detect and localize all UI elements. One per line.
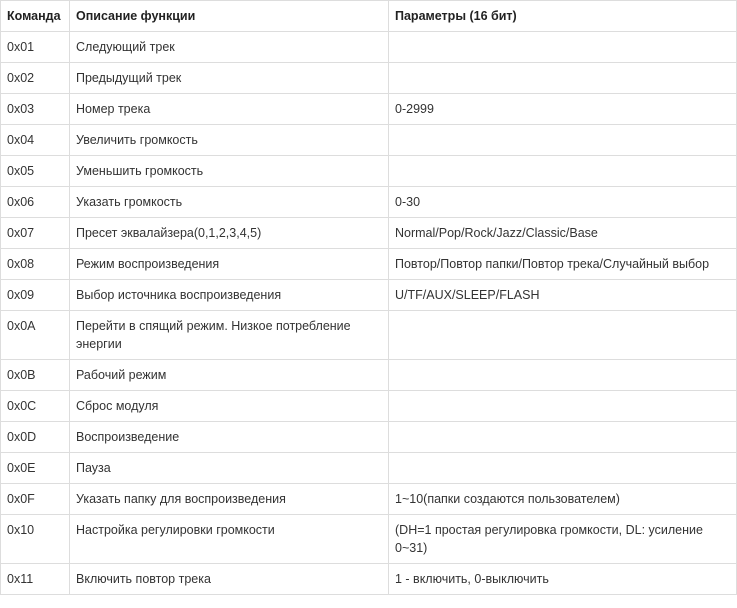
params-cell: U/TF/AUX/SLEEP/FLASH (389, 280, 737, 311)
params-cell: 0-30 (389, 187, 737, 218)
table-row (1, 63, 737, 94)
description-cell: Уменьшить громкость (70, 156, 389, 187)
command-code-cell: 0x0C (1, 391, 70, 422)
params-cell (389, 63, 737, 94)
params-cell: (DH=1 простая регулировка громкости, DL: усиление 0~31) (389, 515, 737, 564)
description-cell: Увеличить громкость (70, 125, 389, 156)
command-code-cell: 0x10 (1, 515, 70, 564)
description-cell: Рабочий режим (70, 360, 389, 391)
params-cell: 1 - включить, 0-выключить (389, 564, 737, 595)
header-command: Команда (1, 1, 70, 32)
description-cell: Настройка регулировки громкости (70, 515, 389, 564)
description-cell: Номер трека (70, 94, 389, 125)
params-cell (389, 311, 737, 360)
command-code-cell: 0x06 (1, 187, 70, 218)
table-row (1, 280, 737, 311)
description-cell: Выбор источника воспроизведения (70, 280, 389, 311)
params-cell (389, 422, 737, 453)
table-row (1, 391, 737, 422)
description-cell: Пауза (70, 453, 389, 484)
description-cell: Пресет эквалайзера(0,1,2,3,4,5) (70, 218, 389, 249)
command-code-cell: 0x04 (1, 125, 70, 156)
command-code-cell: 0x11 (1, 564, 70, 595)
params-cell (389, 156, 737, 187)
params-cell (389, 453, 737, 484)
table-row (1, 94, 737, 125)
command-code-cell: 0x0A (1, 311, 70, 360)
command-code-cell: 0x01 (1, 32, 70, 63)
description-cell: Предыдущий трек (70, 63, 389, 94)
params-cell (389, 125, 737, 156)
command-code-cell: 0x07 (1, 218, 70, 249)
table-row (1, 564, 737, 595)
description-cell: Указать громкость (70, 187, 389, 218)
description-cell: Указать папку для воспроизведения (70, 484, 389, 515)
table-row (1, 32, 737, 63)
params-cell (389, 32, 737, 63)
table-row (1, 311, 737, 360)
params-cell: 0-2999 (389, 94, 737, 125)
description-cell: Перейти в спящий режим. Низкое потребление энергии (70, 311, 389, 360)
command-code-cell: 0x0D (1, 422, 70, 453)
table-row (1, 453, 737, 484)
description-cell: Воспроизведение (70, 422, 389, 453)
table-row (1, 156, 737, 187)
command-code-cell: 0x02 (1, 63, 70, 94)
table-row (1, 422, 737, 453)
params-cell: 1~10(папки создаются пользователем) (389, 484, 737, 515)
table-row (1, 484, 737, 515)
params-cell (389, 360, 737, 391)
table-row (1, 125, 737, 156)
description-cell: Режим воспроизведения (70, 249, 389, 280)
description-cell: Сброс модуля (70, 391, 389, 422)
description-cell: Включить повтор трека (70, 564, 389, 595)
header-params: Параметры (16 бит) (389, 1, 737, 32)
command-code-cell: 0x05 (1, 156, 70, 187)
table-row (1, 218, 737, 249)
command-code-cell: 0x09 (1, 280, 70, 311)
description-cell: Следующий трек (70, 32, 389, 63)
params-cell (389, 391, 737, 422)
params-cell: Normal/Pop/Rock/Jazz/Classic/Base (389, 218, 737, 249)
table-row (1, 515, 737, 564)
command-code-cell: 0x0E (1, 453, 70, 484)
table-row (1, 249, 737, 280)
table-row (1, 187, 737, 218)
command-code-cell: 0x08 (1, 249, 70, 280)
table-row (1, 360, 737, 391)
command-code-cell: 0x0F (1, 484, 70, 515)
table-header-row (1, 1, 737, 32)
params-cell: Повтор/Повтор папки/Повтор трека/Случайный выбор (389, 249, 737, 280)
command-code-cell: 0x0B (1, 360, 70, 391)
header-description: Описание функции (70, 1, 389, 32)
command-code-cell: 0x03 (1, 94, 70, 125)
